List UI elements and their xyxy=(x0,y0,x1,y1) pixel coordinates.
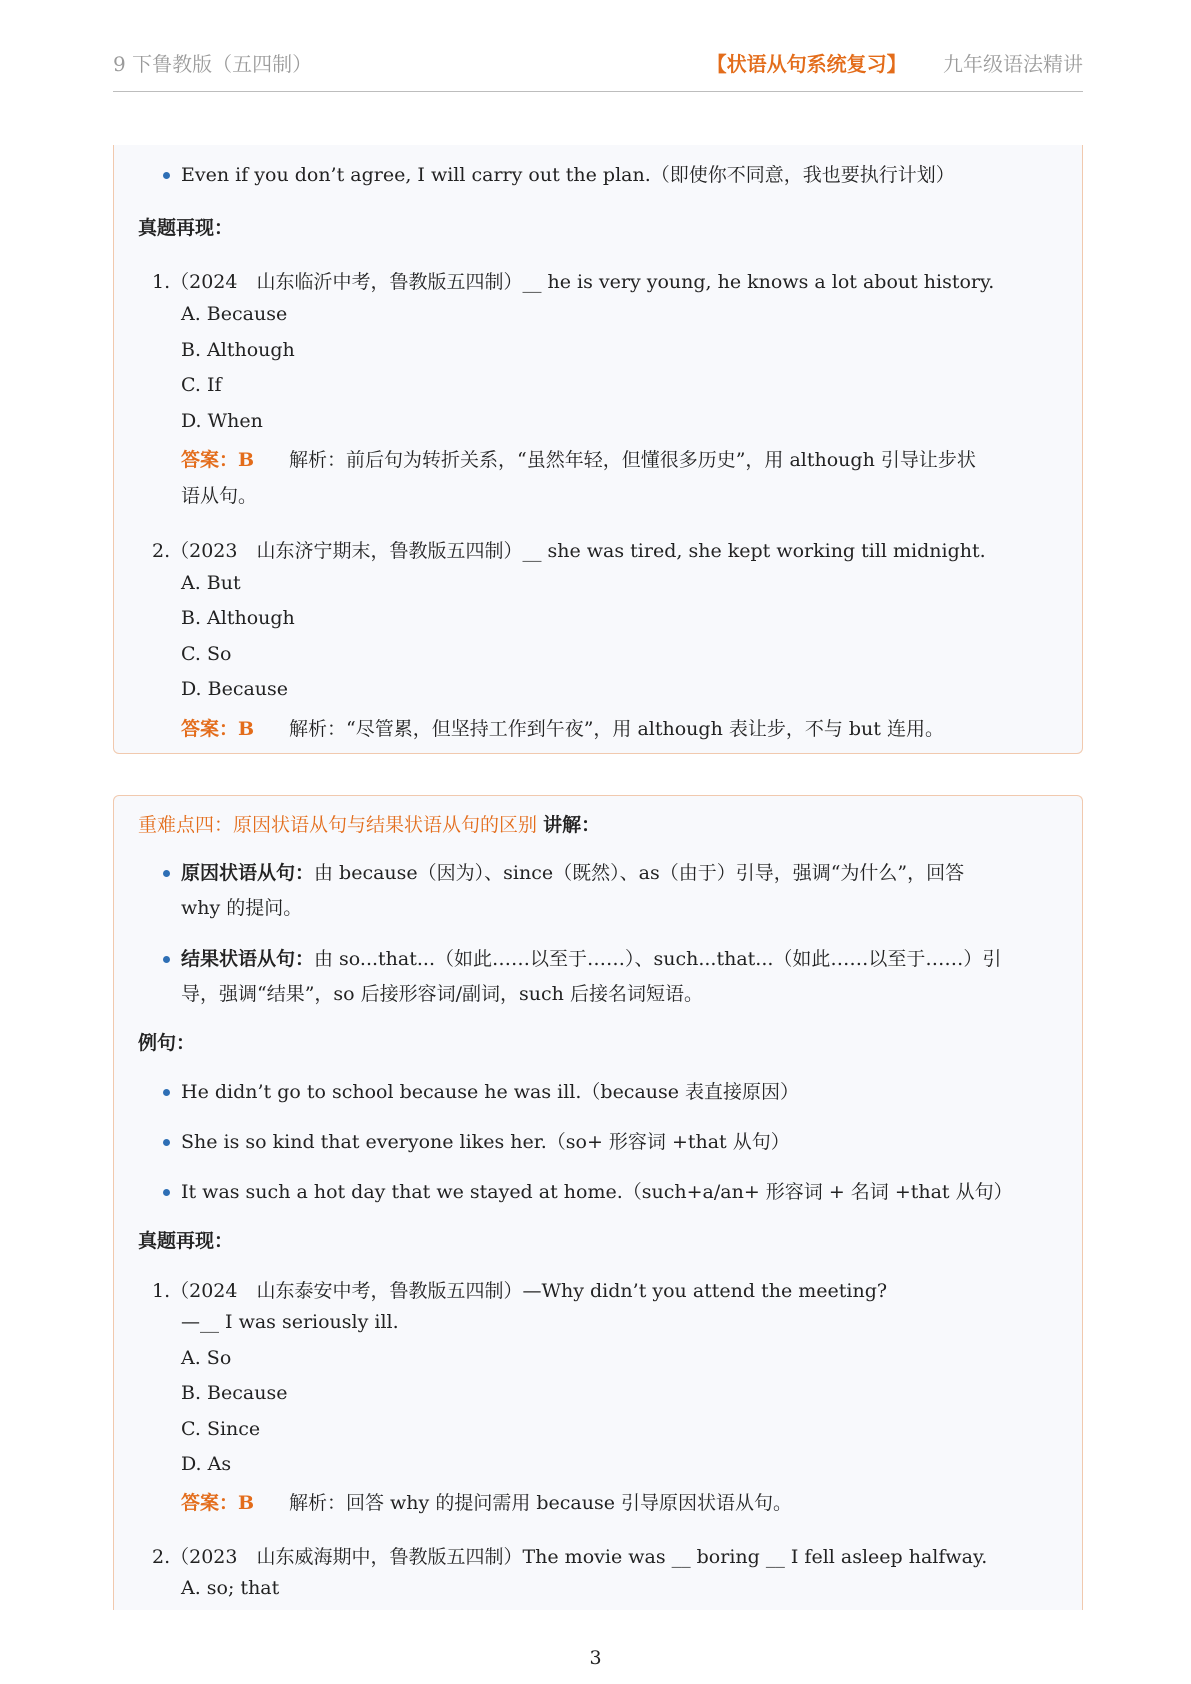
section-card-continued xyxy=(113,145,1083,754)
option-a: A. Because xyxy=(181,303,288,325)
answer-explanation: 解析：前后句为转折关系，“虽然年轻，但懂很多历史”，用 although 引导让步状 xyxy=(289,449,976,471)
result-clause-point xyxy=(181,944,1001,971)
option-c: C. So xyxy=(181,643,232,665)
section-title-main: 重难点四：原因状语从句与结果状语从句的区别 xyxy=(138,814,538,836)
bullet-icon xyxy=(163,870,170,877)
option-a: A. so; that xyxy=(181,1577,280,1599)
bullet-icon xyxy=(163,172,170,179)
header-subject: 九年级语法精讲 xyxy=(943,52,1083,76)
option-d: D. As xyxy=(181,1453,232,1475)
bullet-icon xyxy=(163,1139,170,1146)
question-stem: 1.（2024 山东临沂中考，鲁教版五四制）__ he is very young, he knows a lot about history. xyxy=(152,271,995,293)
point-text-cont: 导，强调“结果”，so 后接形容词/副词，such 后接名词短语。 xyxy=(181,983,703,1005)
section-title xyxy=(138,810,600,837)
question-stem: 2.（2023 山东济宁期末，鲁教版五四制）__ she was tired, she kept working till midnight. xyxy=(152,540,986,562)
example-sentence: He didn’t go to school because he was ill.（because 表直接原因） xyxy=(181,1081,800,1103)
header-textbook: 9 下鲁教版（五四制） xyxy=(113,52,313,76)
point-text-cont: why 的提问。 xyxy=(181,897,303,919)
option-a: A. So xyxy=(181,1347,232,1369)
bullet-icon xyxy=(163,956,170,963)
point-label: 原因状语从句： xyxy=(181,862,315,884)
header-right xyxy=(707,48,1083,77)
option-d: D. Because xyxy=(181,678,289,700)
example-sentence: Even if you don’t agree, I will carry out the plan.（即使你不同意，我也要执行计划） xyxy=(181,164,955,186)
point-text: 由 so...that...（如此……以至于……）、such...that...（如此……以至于……）引 xyxy=(314,948,1002,970)
option-d: D. When xyxy=(181,410,263,432)
example-sentence: It was such a hot day that we stayed at home.（such+a/an+ 形容词 + 名词 +that 从句） xyxy=(181,1181,1013,1203)
answer-explanation-cont: 语从句。 xyxy=(181,485,258,507)
section-heading: 真题再现： xyxy=(138,1230,234,1252)
section-title-suffix: 讲解： xyxy=(543,814,601,836)
question-stem: 2.（2023 山东威海期中，鲁教版五四制）The movie was __ boring __ I fell asleep halfway. xyxy=(152,1546,988,1568)
bullet-icon xyxy=(163,1089,170,1096)
section-card-key-point-4 xyxy=(113,795,1083,1610)
option-c: C. Since xyxy=(181,1418,261,1440)
section-heading: 真题再现： xyxy=(138,217,234,239)
answer-label: 答案：B xyxy=(181,449,255,471)
point-label: 结果状语从句： xyxy=(181,948,315,970)
page-header xyxy=(113,42,1083,92)
question-stem-cont: —__ I was seriously ill. xyxy=(181,1311,399,1333)
option-b: B. Because xyxy=(181,1382,288,1404)
answer-explanation: 解析：“尽管累，但坚持工作到午夜”，用 although 表让步，不与 but 连用。 xyxy=(289,718,944,740)
question-stem: 1.（2024 山东泰安中考，鲁教版五四制）—Why didn’t you attend the meeting? xyxy=(152,1280,888,1302)
example-sentence: She is so kind that everyone likes her.（so+ 形容词 +that 从句） xyxy=(181,1131,790,1153)
answer-label: 答案：B xyxy=(181,718,255,740)
point-text: 由 because（因为）、since（既然）、as（由于）引导，强调“为什么”，回答 xyxy=(314,862,965,884)
examples-heading: 例句： xyxy=(138,1032,196,1054)
answer-label: 答案：B xyxy=(181,1492,255,1514)
header-topic-tag: 【状语从句系统复习】 xyxy=(706,52,907,76)
option-b: B. Although xyxy=(181,339,295,361)
option-a: A. But xyxy=(181,572,241,594)
option-c: C. If xyxy=(181,374,222,396)
option-b: B. Although xyxy=(181,607,295,629)
page-number: 3 xyxy=(589,1647,602,1669)
bullet-icon xyxy=(163,1189,170,1196)
cause-clause-point xyxy=(181,858,964,885)
answer-explanation: 解析：回答 why 的提问需用 because 引导原因状语从句。 xyxy=(289,1492,793,1514)
